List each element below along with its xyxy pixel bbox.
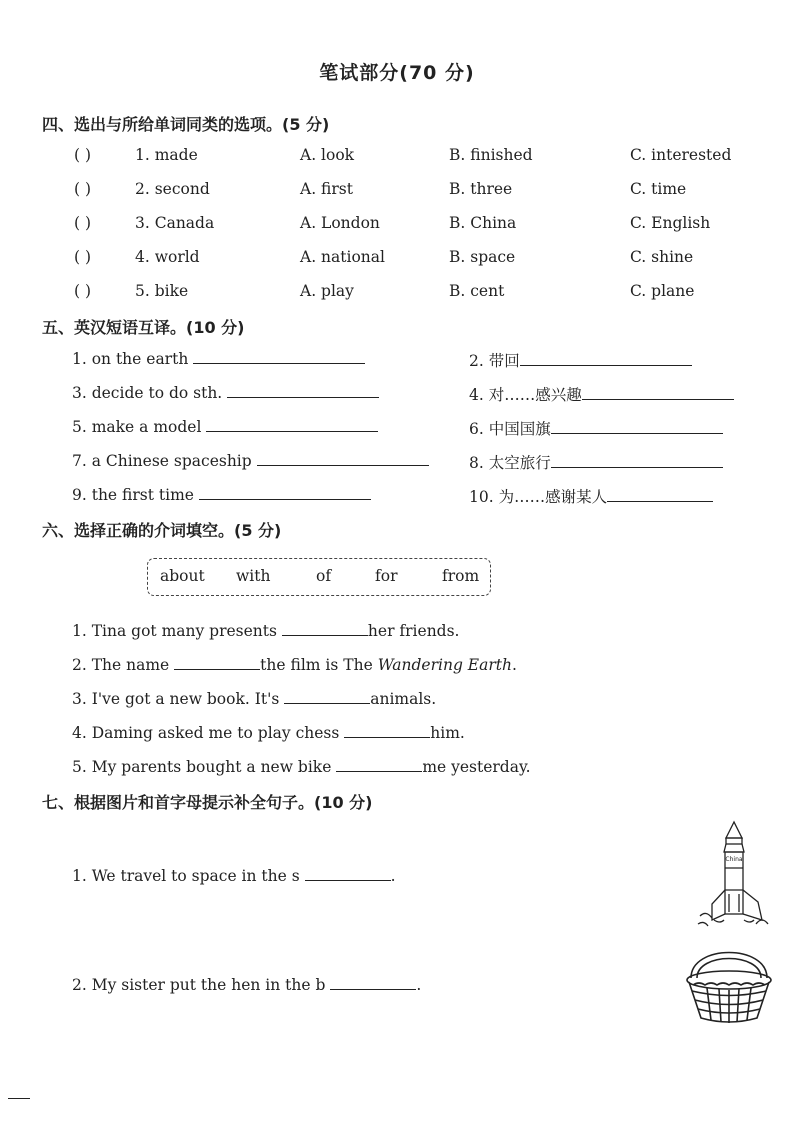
option-a: A. play <box>300 282 354 300</box>
phrase-text: 5. make a model <box>72 418 202 436</box>
sentence-text: the film is The <box>260 656 373 674</box>
phrase-item <box>72 417 378 436</box>
question-word: 1. made <box>135 146 198 164</box>
phrase-text: 9. the first time <box>72 486 194 504</box>
option-c: C. shine <box>630 248 694 266</box>
option-a: A. look <box>300 146 355 164</box>
option-b: B. space <box>449 248 516 266</box>
phrase-item <box>469 451 723 473</box>
answer-paren[interactable]: ( ) <box>74 282 92 300</box>
sentence-text: 1. We travel to space in the s <box>72 867 300 885</box>
page-title: 笔试部分(70 分) <box>319 62 475 84</box>
option-b: B. three <box>449 180 513 198</box>
option-b: B. cent <box>449 282 505 300</box>
answer-blank[interactable] <box>199 485 371 500</box>
option-c: C. plane <box>630 282 695 300</box>
answer-paren[interactable]: ( ) <box>74 248 92 266</box>
section-6-heading: 六、选择正确的介词填空。(5 分) <box>42 521 282 540</box>
phrase-item <box>469 349 692 371</box>
question-word: 4. world <box>135 248 200 266</box>
phrase-item <box>469 485 713 507</box>
sentence-item <box>72 866 396 885</box>
answer-blank[interactable] <box>582 385 734 400</box>
answer-blank[interactable] <box>206 417 378 432</box>
phrase-text: 8. 太空旅行 <box>469 454 551 472</box>
section-4-heading: 四、选出与所给单词同类的选项。(5 分) <box>42 115 330 134</box>
word-option: about <box>160 567 205 585</box>
question-word: 2. second <box>135 180 210 198</box>
answer-blank[interactable] <box>520 351 692 366</box>
phrase-item <box>469 417 723 439</box>
option-c: C. time <box>630 180 687 198</box>
phrase-text: 6. 中国国旗 <box>469 420 551 438</box>
phrase-text: 2. 带回 <box>469 352 520 370</box>
answer-blank[interactable] <box>284 689 370 704</box>
sentence-text: me yesterday. <box>422 758 531 776</box>
sentence-item <box>72 655 517 674</box>
answer-blank[interactable] <box>551 419 723 434</box>
answer-blank[interactable] <box>305 866 391 881</box>
sentence-item <box>72 723 465 742</box>
phrase-text: 4. 对……感兴趣 <box>469 386 582 404</box>
answer-blank[interactable] <box>330 975 416 990</box>
answer-blank[interactable] <box>174 655 260 670</box>
phrase-text: 3. decide to do sth. <box>72 384 223 402</box>
sentence-text: 2. My sister put the hen in the b <box>72 976 326 994</box>
sentence-text: . <box>416 976 422 994</box>
word-option: from <box>442 567 480 585</box>
word-bank <box>147 558 491 596</box>
option-a: A. London <box>300 214 380 232</box>
option-b: B. China <box>449 214 517 232</box>
phrase-item <box>72 485 371 504</box>
sentence-item <box>72 975 421 994</box>
answer-blank[interactable] <box>193 349 365 364</box>
answer-blank[interactable] <box>257 451 429 466</box>
phrase-text: 10. 为……感谢某人 <box>469 488 608 506</box>
answer-paren[interactable]: ( ) <box>74 214 92 232</box>
answer-blank[interactable] <box>607 487 713 502</box>
sentence-text: 3. I've got a new book. It's <box>72 690 280 708</box>
basket-illustration <box>683 940 775 1026</box>
phrase-item <box>72 451 429 470</box>
question-word: 3. Canada <box>135 214 215 232</box>
sentence-text: 1. Tina got many presents <box>72 622 277 640</box>
sentence-text: 5. My parents bought a new bike <box>72 758 332 776</box>
phrase-item <box>469 383 734 405</box>
sentence-item <box>72 621 459 640</box>
section-7-heading: 七、根据图片和首字母提示补全句子。(10 分) <box>42 793 373 812</box>
rocket-label: China <box>725 856 743 863</box>
option-b: B. finished <box>449 146 533 164</box>
answer-blank[interactable] <box>336 757 422 772</box>
option-c: C. interested <box>630 146 732 164</box>
sentence-text: 4. Daming asked me to play chess <box>72 724 340 742</box>
phrase-item <box>72 383 379 402</box>
word-option: of <box>316 567 332 585</box>
sentence-text: her friends. <box>367 622 460 640</box>
phrase-item <box>72 349 365 368</box>
answer-paren[interactable]: ( ) <box>74 146 92 164</box>
footer-line <box>8 1098 30 1099</box>
answer-blank[interactable] <box>227 383 379 398</box>
word-option: for <box>375 567 398 585</box>
option-c: C. English <box>630 214 711 232</box>
answer-blank[interactable] <box>551 453 723 468</box>
sentence-text: animals. <box>370 690 437 708</box>
sentence-item <box>72 757 531 776</box>
word-option: with <box>236 567 271 585</box>
answer-blank[interactable] <box>344 723 430 738</box>
sentence-item <box>72 689 436 708</box>
sentence-text: . <box>511 656 517 674</box>
answer-blank[interactable] <box>282 621 368 636</box>
option-a: A. national <box>300 248 385 266</box>
sentence-text: him. <box>430 724 465 742</box>
option-a: A. first <box>300 180 353 198</box>
question-word: 5. bike <box>135 282 189 300</box>
section-5-heading: 五、英汉短语互译。(10 分) <box>42 318 245 337</box>
sentence-text: 2. The name <box>72 656 170 674</box>
phrase-text: 7. a Chinese spaceship <box>72 452 252 470</box>
film-title: Wandering Earth <box>377 656 512 674</box>
answer-paren[interactable]: ( ) <box>74 180 92 198</box>
phrase-text: 1. on the earth <box>72 350 189 368</box>
spaceship-illustration <box>696 820 772 930</box>
sentence-text: . <box>390 867 396 885</box>
